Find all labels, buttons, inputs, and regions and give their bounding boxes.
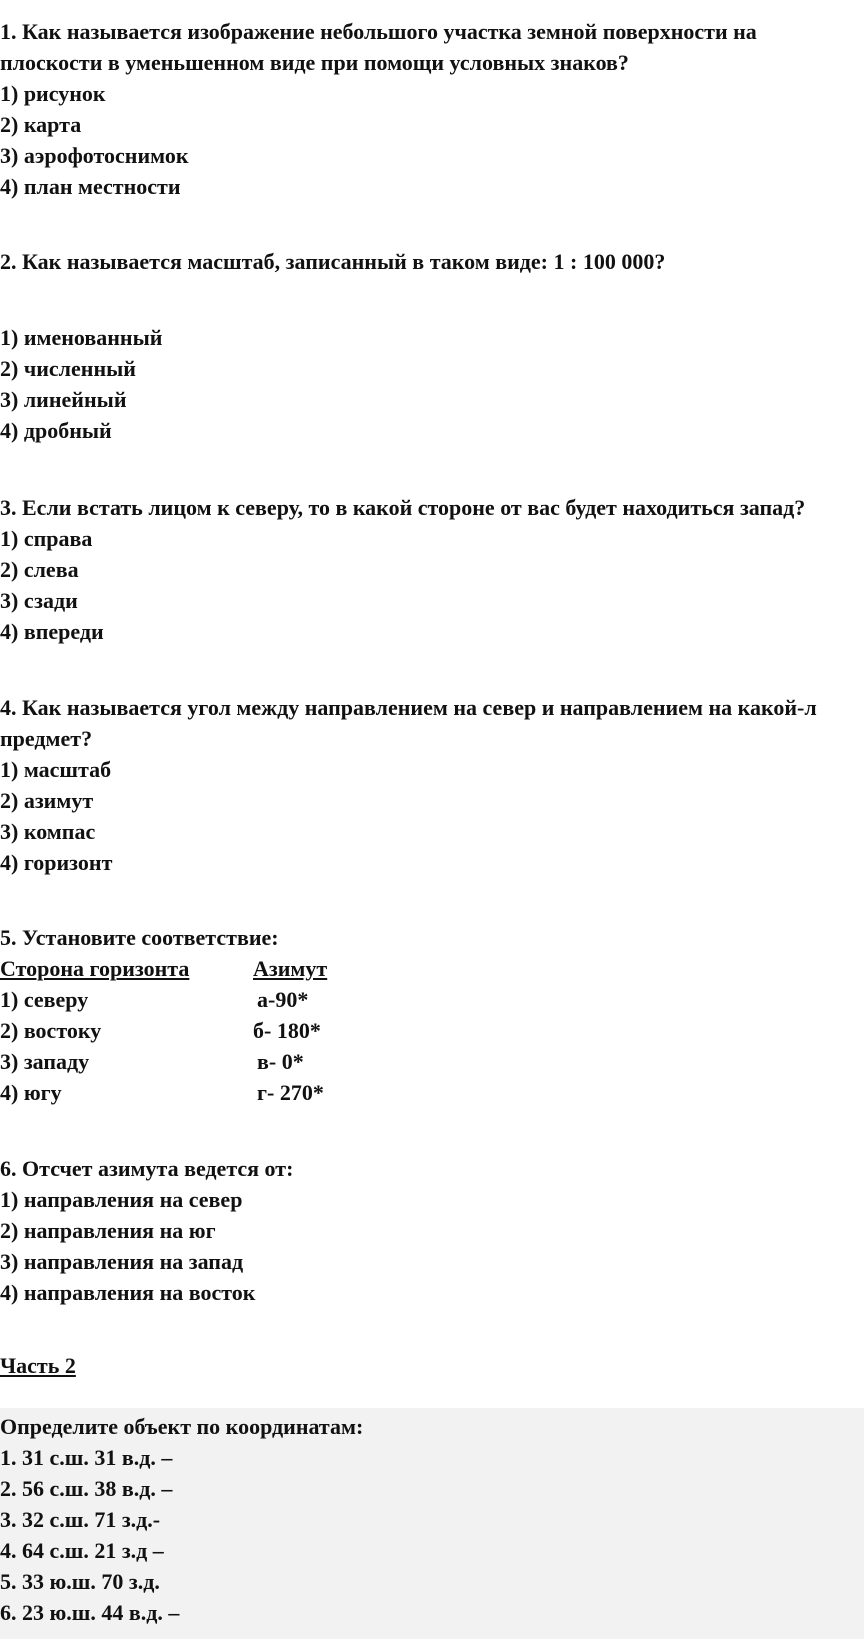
q6-option-4: 4) направления на восток xyxy=(0,1280,256,1305)
q5-right-2: б- 180* xyxy=(253,1018,321,1043)
q1-text-line1: 1. Как называется изображение небольшого участка земной поверхности на xyxy=(0,19,757,44)
part2-task: Определите объект по координатам: xyxy=(0,1414,364,1439)
q2-text: 2. Как называется масштаб, записанный в таком виде: 1 : 100 000? xyxy=(0,249,666,274)
q5-header-right: Азимут xyxy=(253,956,328,981)
q6-option-3: 3) направления на запад xyxy=(0,1249,244,1274)
q3-option-4: 4) впереди xyxy=(0,619,104,644)
q5-left-1: 1) северу xyxy=(0,987,89,1012)
q2-option-3: 3) линейный xyxy=(0,387,127,412)
q4-text-line2: предмет? xyxy=(0,726,93,751)
q2-option-2: 2) численный xyxy=(0,356,136,381)
q5-left-4: 4) югу xyxy=(0,1080,62,1105)
coordinate-item-2: 2. 56 с.ш. 38 в.д. – xyxy=(0,1476,173,1501)
q1-option-2: 2) карта xyxy=(0,112,82,137)
coordinate-item-4: 4. 64 с.ш. 21 з.д – xyxy=(0,1538,164,1563)
coordinate-item-5: 5. 33 ю.ш. 70 з.д. xyxy=(0,1569,160,1594)
part2-title: Часть 2 xyxy=(0,1353,76,1378)
q5-left-3: 3) западу xyxy=(0,1049,90,1074)
q5-right-4: г- 270* xyxy=(257,1080,324,1105)
q3-text: 3. Если встать лицом к северу, то в какой стороне от вас будет находиться запад? xyxy=(0,495,806,520)
q1-option-4: 4) план местности xyxy=(0,174,181,199)
q5-right-1: а-90* xyxy=(257,987,309,1012)
q4-option-3: 3) компас xyxy=(0,819,96,844)
q5-header-left: Сторона горизонта xyxy=(0,956,190,981)
q1-option-1: 1) рисунок xyxy=(0,81,106,106)
q2-option-4: 4) дробный xyxy=(0,418,112,443)
q1-text-line2: плоскости в уменьшенном виде при помощи условных знаков? xyxy=(0,50,629,75)
q6-option-2: 2) направления на юг xyxy=(0,1218,216,1243)
q3-option-2: 2) слева xyxy=(0,557,79,582)
q5-right-3: в- 0* xyxy=(257,1049,304,1074)
q6-option-1: 1) направления на север xyxy=(0,1187,243,1212)
q2-option-1: 1) именованный xyxy=(0,325,163,350)
q3-option-3: 3) сзади xyxy=(0,588,78,613)
q4-option-2: 2) азимут xyxy=(0,788,94,813)
q6-text: 6. Отсчет азимута ведется от: xyxy=(0,1156,294,1181)
q5-left-2: 2) востоку xyxy=(0,1018,102,1043)
coordinate-item-1: 1. 31 с.ш. 31 в.д. – xyxy=(0,1445,173,1470)
q4-text-line1: 4. Как называется угол между направлением на север и направлением на какой-л xyxy=(0,695,817,720)
coordinate-item-6: 6. 23 ю.ш. 44 в.д. – xyxy=(0,1600,180,1625)
q1-option-3: 3) аэрофотоснимок xyxy=(0,143,189,168)
coordinate-item-3: 3. 32 с.ш. 71 з.д.- xyxy=(0,1507,161,1532)
q3-option-1: 1) справа xyxy=(0,526,93,551)
q5-text: 5. Установите соответствие: xyxy=(0,925,279,950)
q4-option-1: 1) масштаб xyxy=(0,757,112,782)
q4-option-4: 4) горизонт xyxy=(0,850,113,875)
